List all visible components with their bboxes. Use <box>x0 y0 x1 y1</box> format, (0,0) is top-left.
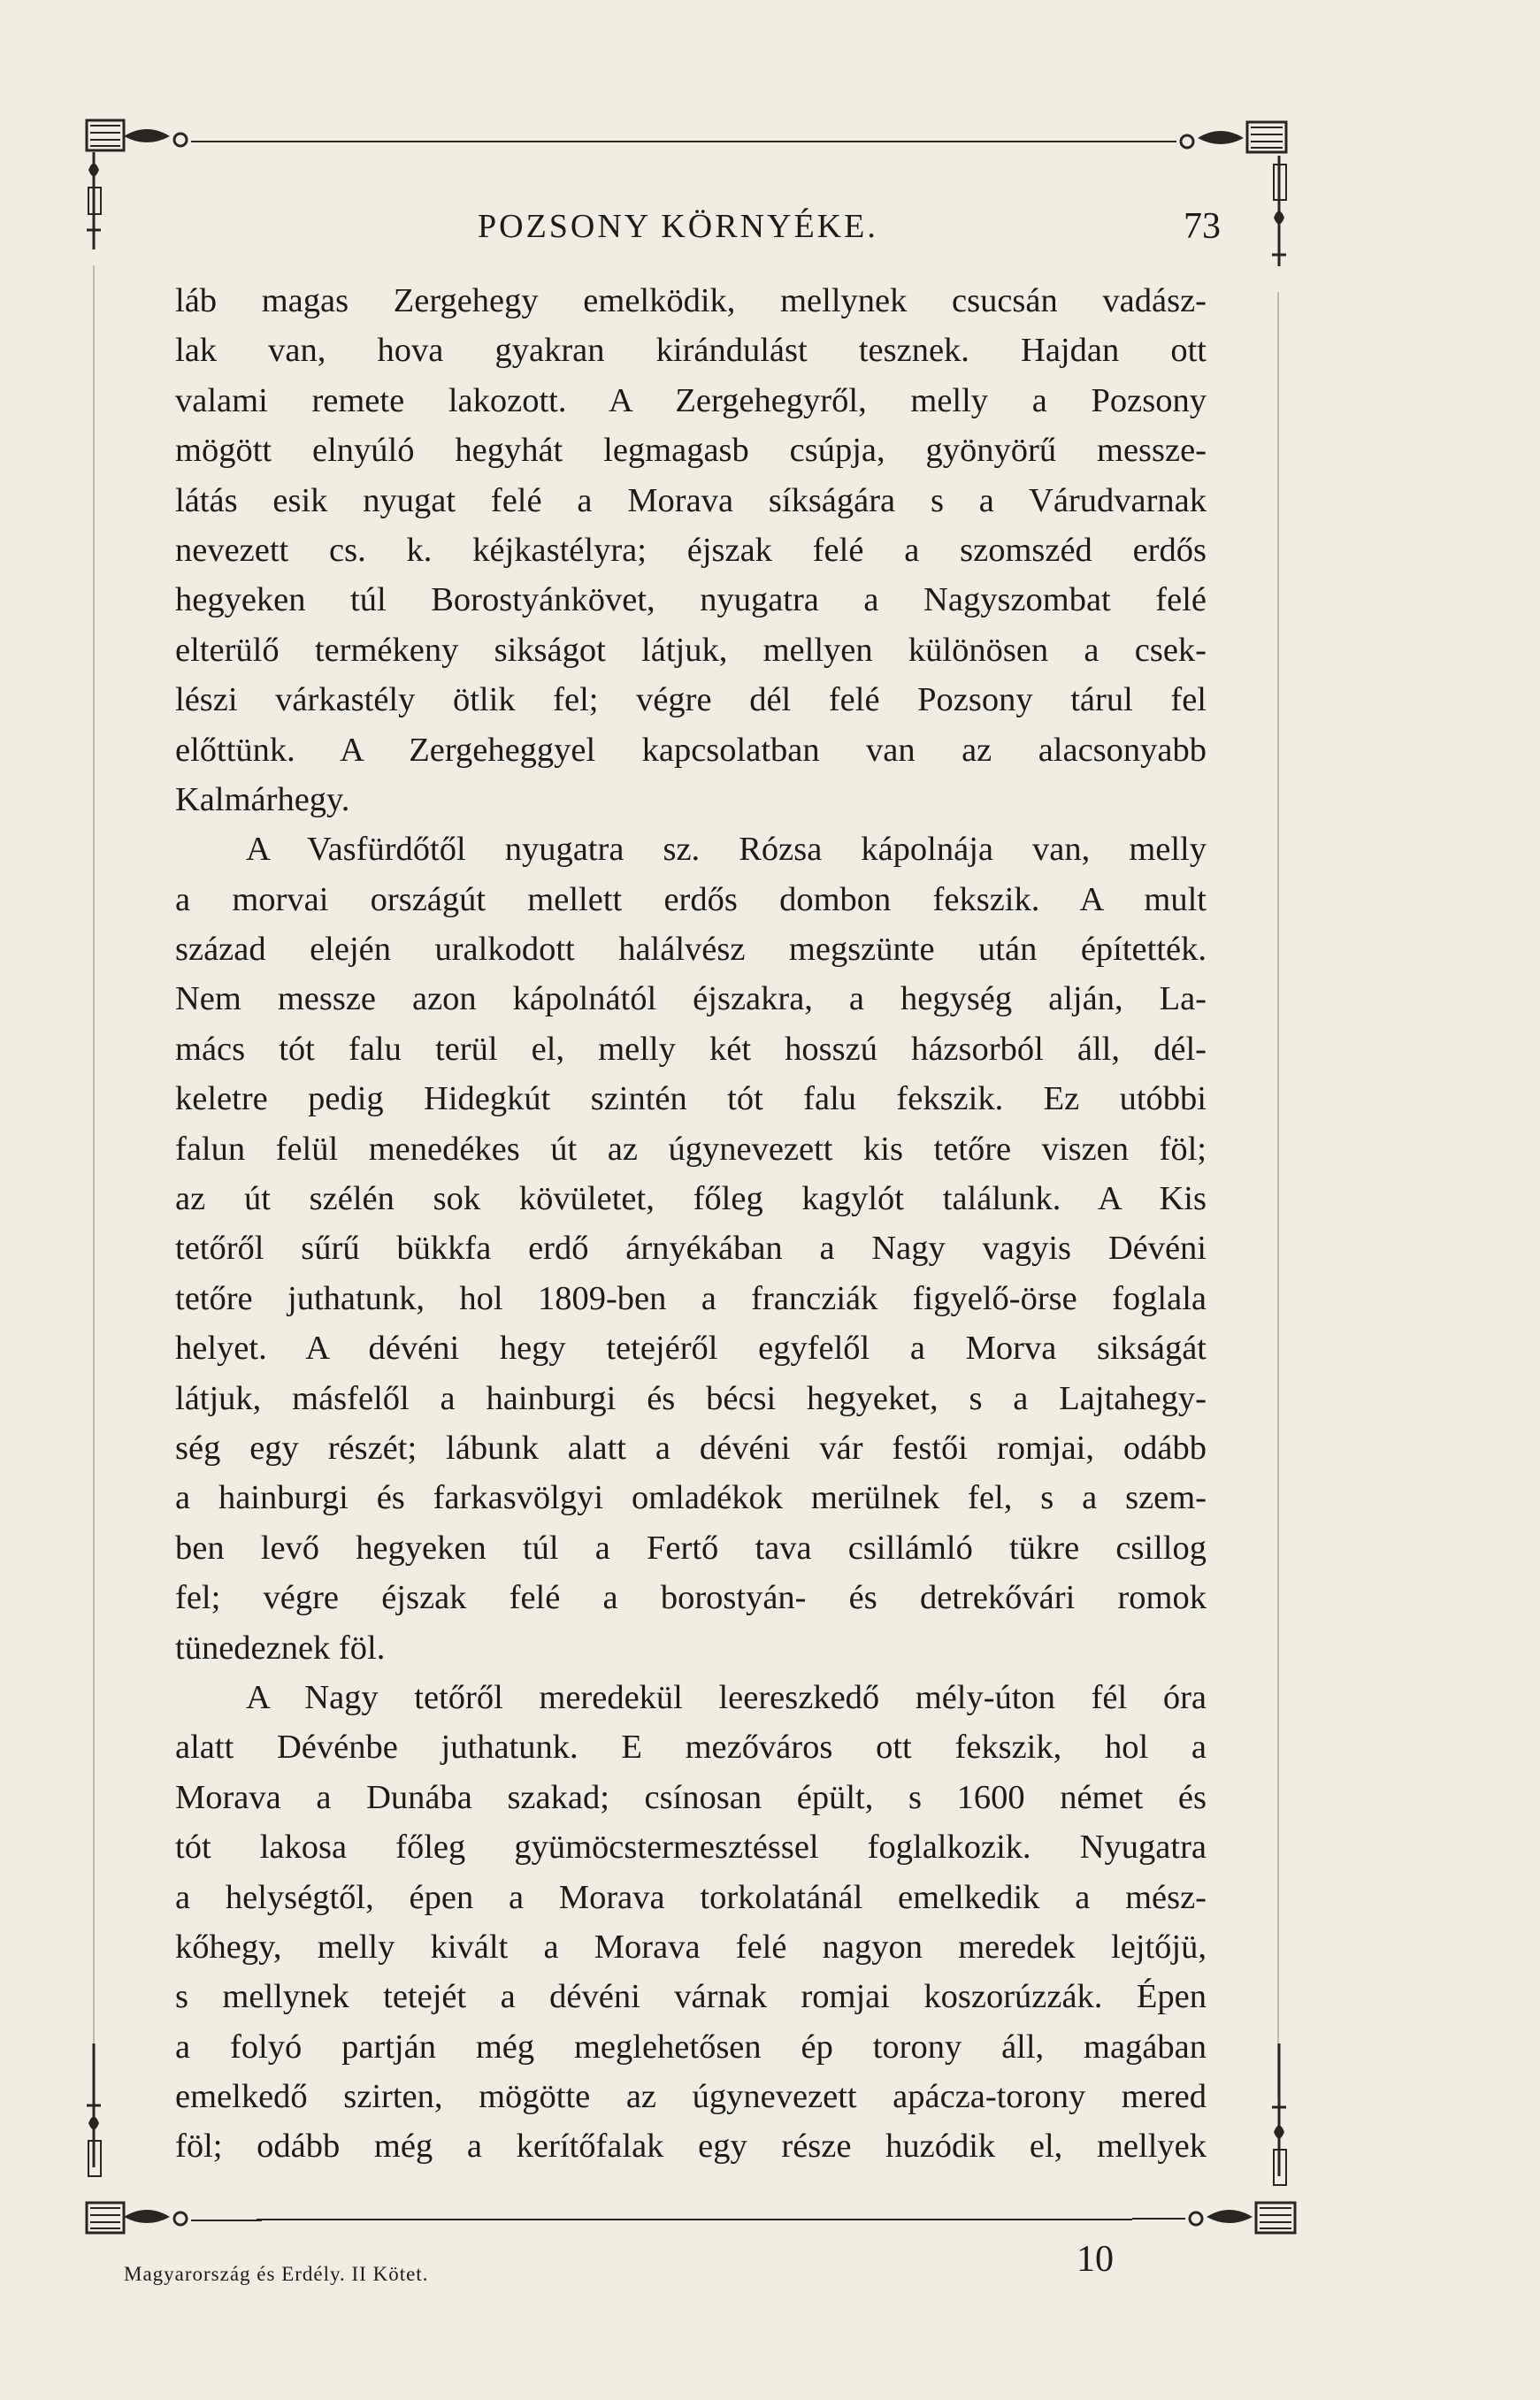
text-line: ben levő hegyeken túl a Fertő tava csillámló tükre csillog <box>175 1529 1207 1567</box>
text-line: a hainburgi és farkasvölgyi omladékok merülnek fel, s a szem- <box>175 1479 1207 1517</box>
running-title: POZSONY KÖRNYÉKE. <box>478 208 878 245</box>
text-line: tünedeznek föl. <box>175 1629 386 1667</box>
text-line: A Vasfürdőtől nyugatra sz. Rózsa kápolnája van, melly <box>246 831 1207 869</box>
text-line: lak van, hova gyakran kirándulást tesznek. Hajdan ott <box>175 332 1207 370</box>
text-line: kőhegy, melly kivált a Morava felé nagyon meredek lejtőjü, <box>175 1928 1207 1966</box>
body-text <box>175 276 1207 2172</box>
text-line: ség egy részét; lábunk alatt a dévéni vár festői romjai, odább <box>175 1429 1207 1467</box>
text-line: A Nagy tetőről meredekül leereszkedő mély-úton fél óra <box>246 1678 1207 1716</box>
text-line: alatt Dévénbe juthatunk. E mezőváros ott fekszik, hol a <box>175 1729 1207 1767</box>
text-line: előttünk. A Zergeheggyel kapcsolatban van az alacsonyabb <box>175 731 1207 769</box>
text-line: a folyó partján még meglehetősen ép torony áll, magában <box>175 2028 1207 2066</box>
page-header <box>177 202 1221 255</box>
text-line: század elején uralkodott halálvész megszünte után építették. <box>175 931 1207 969</box>
text-line: lészi várkastély ötlik fel; végre dél felé Pozsony tárul fel <box>175 681 1207 719</box>
text-line: láb magas Zergehegy emelködik, mellynek csucsán vadász- <box>175 282 1207 319</box>
text-line: a helységtől, épen a Morava torkolatánál emelkedik a mész- <box>175 1878 1207 1916</box>
text-line: fel; végre éjszak felé a borostyán- és detrekővári romok <box>175 1579 1207 1617</box>
top-border-rule <box>239 141 1123 142</box>
sheet-number: 10 <box>1076 2239 1114 2280</box>
signature-line: Magyarország és Erdély. II Kötet. <box>124 2263 429 2285</box>
page-footer <box>124 2238 1221 2300</box>
text-line: hegyeken túl Borostyánkövet, nyugatra a Nagyszombat felé <box>175 581 1207 619</box>
text-line: s mellynek tetejét a dévéni várnak romjai koszorúzzák. Épen <box>175 1978 1207 2016</box>
text-line: elterülő termékeny sikságot látjuk, mellyen különösen a csek- <box>175 631 1207 669</box>
text-line: emelkedő szirten, mögötte az úgynevezett apácza-torony mered <box>175 2078 1207 2116</box>
text-line: Kalmárhegy. <box>175 780 350 818</box>
text-line: helyet. A dévéni hegy tetejéről egyfelől a Morva sikságát <box>175 1330 1207 1368</box>
right-border-rule <box>1277 292 1279 2097</box>
text-line: valami remete lakozott. A Zergehegyről, melly a Pozsony <box>175 381 1207 419</box>
left-border-rule <box>93 265 95 2079</box>
bottom-border-rule <box>257 2219 1132 2220</box>
page-number: 73 <box>1184 206 1221 247</box>
text-line: keletre pedig Hidegkút szintén tót falu fekszik. Ez utóbbi <box>175 1080 1207 1118</box>
text-line: tetőről sűrű bükkfa erdő árnyékában a Nagy vagyis Dévéni <box>175 1230 1207 1268</box>
text-line: mács tót falu terül el, melly két hosszú házsorból áll, dél- <box>175 1030 1207 1068</box>
text-line: látjuk, másfelől a hainburgi és bécsi hegyeket, s a Lajtahegy- <box>175 1379 1207 1417</box>
text-line: Nem messze azon kápolnától éjszakra, a hegység alján, La- <box>175 980 1207 1018</box>
text-line: látás esik nyugat felé a Morava síkságára s a Várudvarnak <box>175 481 1207 519</box>
text-line: nevezett cs. k. kéjkastélyra; éjszak felé a szomszéd erdős <box>175 531 1207 569</box>
text-line: mögött elnyúló hegyhát legmagasb csúpja, gyönyörű messze- <box>175 432 1207 470</box>
text-line: falun felül menedékes út az úgynevezett kis tetőre viszen föl; <box>175 1130 1207 1168</box>
text-line: a morvai országút mellett erdős dombon fekszik. A mult <box>175 880 1207 918</box>
text-line: föl; odább még a kerítőfalak egy része huzódik el, mellyek <box>175 2128 1207 2166</box>
text-line: tót lakosa főleg gyümöcstermesztéssel foglalkozik. Nyugatra <box>175 1829 1207 1867</box>
text-line: tetőre juthatunk, hol 1809-ben a francziák figyelő-örse foglala <box>175 1279 1207 1317</box>
text-line: az út szélén sok kövületet, főleg kagylót találunk. A Kis <box>175 1180 1207 1218</box>
text-line: Morava a Dunába szakad; csínosan épült, s 1600 német és <box>175 1778 1207 1816</box>
